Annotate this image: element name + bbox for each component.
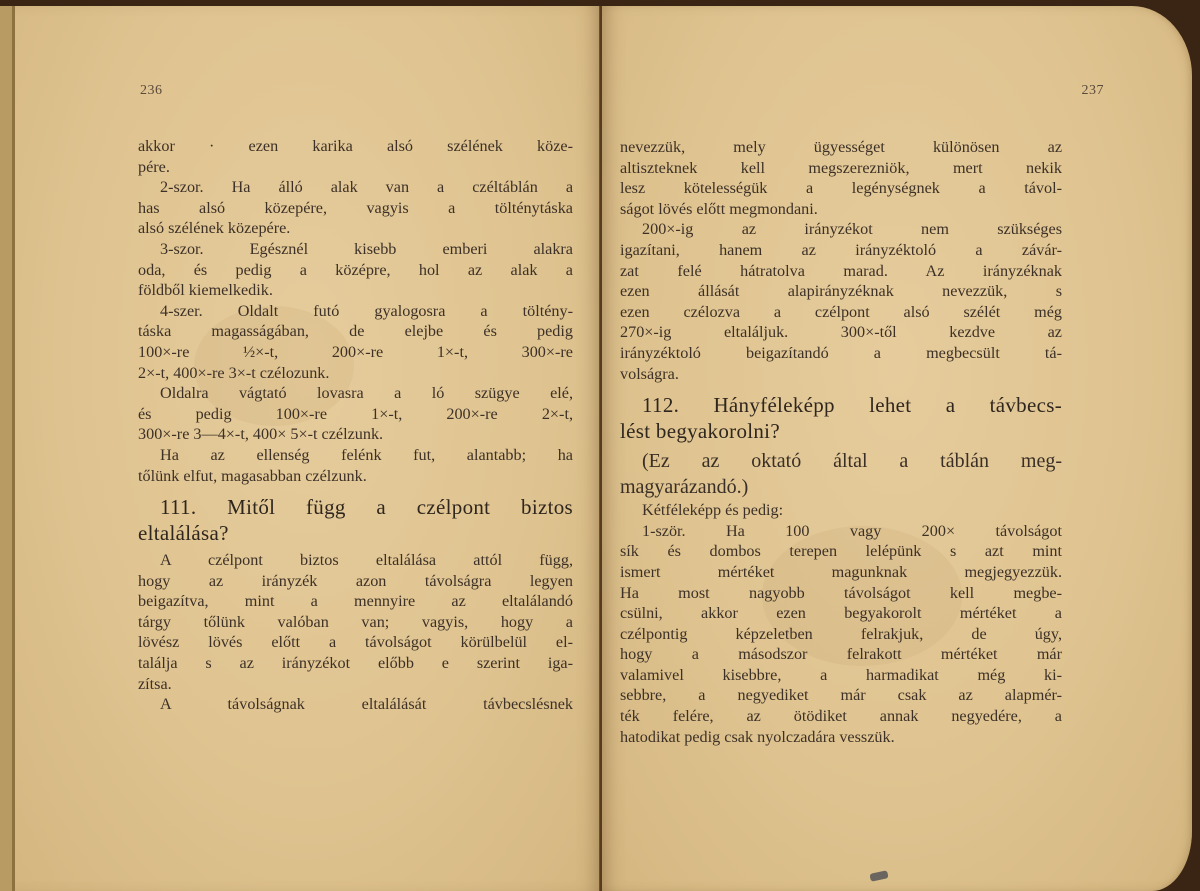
text-line: czélpontig képzeletben felrakjuk, de úgy, [620, 624, 1062, 643]
text-line: 270×-ig eltaláljuk. 300×-től kezdve az [620, 323, 1062, 342]
text-line: beigazítva, mint a mennyire az eltalálandó [138, 592, 573, 611]
right-page-text [620, 137, 1062, 747]
text-line: nevezzük, mely ügyességet különösen az [620, 138, 1062, 156]
text-line: A távolságnak eltalálását távbecslésnek [160, 695, 573, 714]
text-line: pére. [138, 157, 170, 176]
intro-line: Kétféleképp és pedig: [642, 501, 784, 520]
text-line: ságot lövés előtt megmondani. [620, 199, 818, 218]
heading-line: 112. Hányféleképp lehet a távbecs- [642, 393, 1062, 418]
text-line: zítsa. [138, 674, 172, 693]
text-line: 4-szer. Oldalt futó gyalogosra a töltény- [160, 301, 573, 320]
text-line: hatodikat pedig csak nyolczadára vesszük. [620, 727, 895, 746]
note-line: (Ez az oktató által a táblán meg- [642, 450, 1062, 473]
text-line: Ha az ellenség felénk fut, alantabb; ha [160, 445, 573, 464]
text-line: ezen állását alapirányzéknak nevezzük, s [620, 282, 1062, 301]
text-line: altiszteknek kell megszerezniök, mert nekik [620, 158, 1062, 177]
text-line: 1-ször. Ha 100 vagy 200× távolságot [642, 521, 1062, 540]
text-line: alsó szélének közepére. [138, 219, 291, 238]
text-line: 2×-t, 400×-re 3×-t czélozunk. [138, 363, 330, 382]
text-line: akkor · ezen karika alsó szélének köze- [138, 137, 573, 155]
text-line: 200×-ig az irányzékot nem szükséges [642, 220, 1062, 239]
text-line: valamivel kisebbre, a harmadikat még ki- [620, 665, 1062, 684]
text-line: csülni, akkor ezen begyakorolt mértéket a [620, 604, 1062, 623]
text-line: Oldalra vágtató lovasra a ló szügye elé, [160, 384, 573, 403]
text-line: táska magasságában, de elejbe és pedig [138, 322, 573, 341]
text-line: 100×-re ½×-t, 200×-re 1×-t, 300×-re [138, 342, 573, 361]
text-line: hogy az irányzék azon távolságra legyen [138, 571, 573, 590]
text-line: igazítani, hanem az irányzéktoló a závár- [620, 240, 1062, 259]
text-line: lövész lövés előtt a távolságot körülbelül el- [138, 633, 573, 652]
text-line: tárgy tőlünk valóban van; vagyis, hogy a [138, 612, 573, 631]
text-line: Ha most nagyobb távolságot kell megbe- [620, 583, 1062, 602]
heading-line: eltalálása? [138, 521, 229, 546]
heading-line: 111. Mitől függ a czélpont biztos [160, 495, 573, 520]
ink-spot [869, 870, 888, 882]
page-number-left: 236 [140, 83, 163, 98]
text-line: lesz kötelességük a legénységnek a távol- [620, 179, 1062, 198]
text-line: sebbre, a negyediket már csak az alapmér- [620, 686, 1062, 705]
text-line: tőlünk elfut, magasabban czélzunk. [138, 466, 367, 485]
text-line: has alsó közepére, vagyis a tölténytáska [138, 198, 573, 217]
text-line: ték felére, az ötödiket annak negyedére, a [620, 707, 1062, 726]
section-heading-112 [620, 392, 1062, 444]
right-page [602, 6, 1192, 891]
section-heading-111 [138, 494, 573, 546]
text-line: és pedig 100×-re 1×-t, 200×-re 2×-t, [138, 404, 573, 423]
text-line: hogy a másodszor felrakott mértéket már [620, 645, 1062, 664]
heading-line: lést begyakorolni? [620, 419, 780, 444]
note-line: magyarázandó.) [620, 476, 749, 499]
text-line: A czélpont biztos eltalálása attól függ, [160, 551, 573, 570]
left-page-text [138, 136, 573, 715]
left-page [0, 6, 600, 891]
text-line: 300×-re 3—4×-t, 400× 5×-t czélzunk. [138, 425, 384, 444]
text-line: találja s az irányzékot előbb e szerint iga- [138, 654, 573, 673]
text-line: zat felé hátratolva marad. Az irányzéknak [620, 261, 1062, 280]
text-line: földből kiemelkedik. [138, 281, 273, 300]
text-line: 2-szor. Ha álló alak van a czéltáblán a [160, 178, 573, 197]
text-line: 3-szor. Egésznél kisebb emberi alakra [160, 239, 573, 258]
text-line: sík és dombos terepen lelépünk s azt mint [620, 542, 1062, 561]
page-number-right: 237 [1081, 83, 1104, 98]
text-line: ismert mértéket magunknak megjegyezzük. [620, 562, 1062, 581]
text-line: ezen czélozva a czélpont alsó szélét még [620, 302, 1062, 321]
text-line: irányzéktoló beigazítandó a megbecsült tá- [620, 343, 1062, 362]
text-line: volságra. [620, 364, 679, 383]
text-line: oda, és pedig a középre, hol az alak a [138, 260, 573, 279]
